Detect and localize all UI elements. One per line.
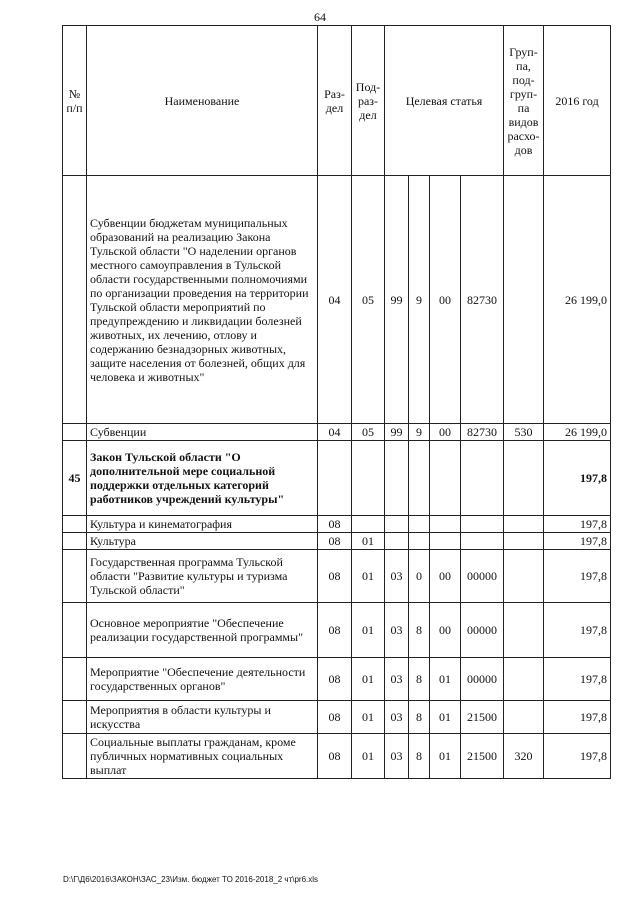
row-sum-2016: 197,8 [544,734,611,779]
row-target-direction [461,533,504,550]
row-target-direction: 82730 [461,424,504,441]
row-expense-group: 530 [504,424,544,441]
row-target-event: 00 [430,550,461,603]
row-sum-2016: 197,8 [544,701,611,734]
row-num [63,516,87,533]
table-row [63,603,611,658]
row-razdel: 04 [318,176,352,424]
row-razdel: 08 [318,533,352,550]
row-num [63,658,87,701]
row-target-direction: 00000 [461,603,504,658]
row-target-program [385,533,409,550]
table-row [63,533,611,550]
row-target-event: 00 [430,176,461,424]
row-target-subprogram: 8 [409,734,430,779]
row-expense-group [504,603,544,658]
row-num [63,550,87,603]
row-razdel: 08 [318,516,352,533]
row-target-program: 99 [385,176,409,424]
row-num [63,424,87,441]
row-target-direction: 00000 [461,658,504,701]
row-target-direction [461,441,504,516]
row-target-event: 01 [430,701,461,734]
row-name: Субвенции [87,424,318,441]
row-target-direction: 21500 [461,734,504,779]
row-target-subprogram: 8 [409,701,430,734]
row-target-event: 01 [430,658,461,701]
row-expense-group [504,516,544,533]
row-target-subprogram [409,516,430,533]
row-target-program [385,516,409,533]
row-name: Основное мероприятие "Обеспечение реализации государственной программы" [87,603,318,658]
row-sum-2016: 197,8 [544,550,611,603]
header-group: Груп- па, под- груп- па видов расхо- дов [504,26,544,176]
row-name: Социальные выплаты гражданам, кроме публичных нормативных социальных выплат [87,734,318,779]
row-razdel: 08 [318,658,352,701]
row-target-direction: 21500 [461,701,504,734]
table-row [63,550,611,603]
row-target-program: 03 [385,603,409,658]
row-target-program: 03 [385,701,409,734]
row-sum-2016: 197,8 [544,603,611,658]
row-num [63,176,87,424]
row-target-program: 03 [385,658,409,701]
row-sum-2016: 197,8 [544,658,611,701]
row-sum-2016: 197,8 [544,441,611,516]
row-podrazdel [352,516,385,533]
table-row [63,734,611,779]
header-year: 2016 год [544,26,611,176]
row-name: Культура [87,533,318,550]
row-num [63,734,87,779]
row-target-direction [461,516,504,533]
row-num [63,533,87,550]
table-row [63,424,611,441]
row-razdel: 08 [318,701,352,734]
row-name: Мероприятия в области культуры и искусства [87,701,318,734]
row-podrazdel: 01 [352,603,385,658]
header-name: Наименование [87,26,318,176]
table-row [63,441,611,516]
header-razdel: Раз- дел [318,26,352,176]
row-target-subprogram: 9 [409,424,430,441]
row-podrazdel: 05 [352,176,385,424]
row-target-subprogram: 9 [409,176,430,424]
row-podrazdel: 01 [352,550,385,603]
row-name: Государственная программа Тульской области "Развитие культуры и туризма Тульской области" [87,550,318,603]
header-row [63,26,611,176]
table-row [63,176,611,424]
table-row [63,658,611,701]
row-expense-group [504,658,544,701]
row-target-subprogram: 0 [409,550,430,603]
row-sum-2016: 197,8 [544,516,611,533]
row-target-event [430,516,461,533]
row-target-subprogram: 8 [409,603,430,658]
row-expense-group [504,441,544,516]
row-podrazdel: 01 [352,533,385,550]
row-target-subprogram [409,441,430,516]
row-target-event [430,441,461,516]
row-num: 45 [63,441,87,516]
row-target-event: 00 [430,603,461,658]
row-sum-2016: 197,8 [544,533,611,550]
row-expense-group: 320 [504,734,544,779]
row-target-direction: 00000 [461,550,504,603]
row-target-direction: 82730 [461,176,504,424]
row-razdel [318,441,352,516]
row-podrazdel: 01 [352,701,385,734]
row-target-program: 03 [385,734,409,779]
row-num [63,603,87,658]
row-target-subprogram: 8 [409,658,430,701]
header-target: Целевая статья [385,26,504,176]
row-podrazdel [352,441,385,516]
budget-table [62,25,611,779]
row-target-event: 00 [430,424,461,441]
row-razdel: 08 [318,734,352,779]
row-sum-2016: 26 199,0 [544,424,611,441]
row-name: Субвенции бюджетам муниципальных образований на реализацию Закона Тульской области "О наделении органов местного самоуправления в Тульской области государственными полномочиями по организации проведения на территории Тульской области мероприятий по предупреждению и ликвидации болезней животных, их лечению, отлову и содержанию безнадзорных животных, защите населения от болезней, общих для человека и животных" [87,176,318,424]
header-num: № п/п [63,26,87,176]
row-podrazdel: 01 [352,734,385,779]
page-number: 64 [314,10,326,24]
row-target-program: 03 [385,550,409,603]
row-podrazdel: 05 [352,424,385,441]
row-expense-group [504,176,544,424]
header-podrazdel: Под- раз- дел [352,26,385,176]
row-target-event [430,533,461,550]
row-expense-group [504,701,544,734]
row-target-subprogram [409,533,430,550]
table-row [63,516,611,533]
row-razdel: 04 [318,424,352,441]
row-name: Мероприятие "Обеспечение деятельности государственных органов" [87,658,318,701]
row-name: Культура и кинематография [87,516,318,533]
row-razdel: 08 [318,603,352,658]
row-target-program: 99 [385,424,409,441]
footer-file-path: D:\Г\Д6\2016\ЗАКОН\ЗАС_23\Изм. бюджет ТО 2016-2018_2 чт\pr6.xls [63,875,319,884]
row-expense-group [504,533,544,550]
row-name: Закон Тульской области "О дополнительной мере социальной поддержки отдельных категорий работников учреждений культуры" [87,441,318,516]
row-podrazdel: 01 [352,658,385,701]
row-expense-group [504,550,544,603]
row-sum-2016: 26 199,0 [544,176,611,424]
row-target-program [385,441,409,516]
row-num [63,701,87,734]
row-razdel: 08 [318,550,352,603]
table-row [63,701,611,734]
row-target-event: 01 [430,734,461,779]
